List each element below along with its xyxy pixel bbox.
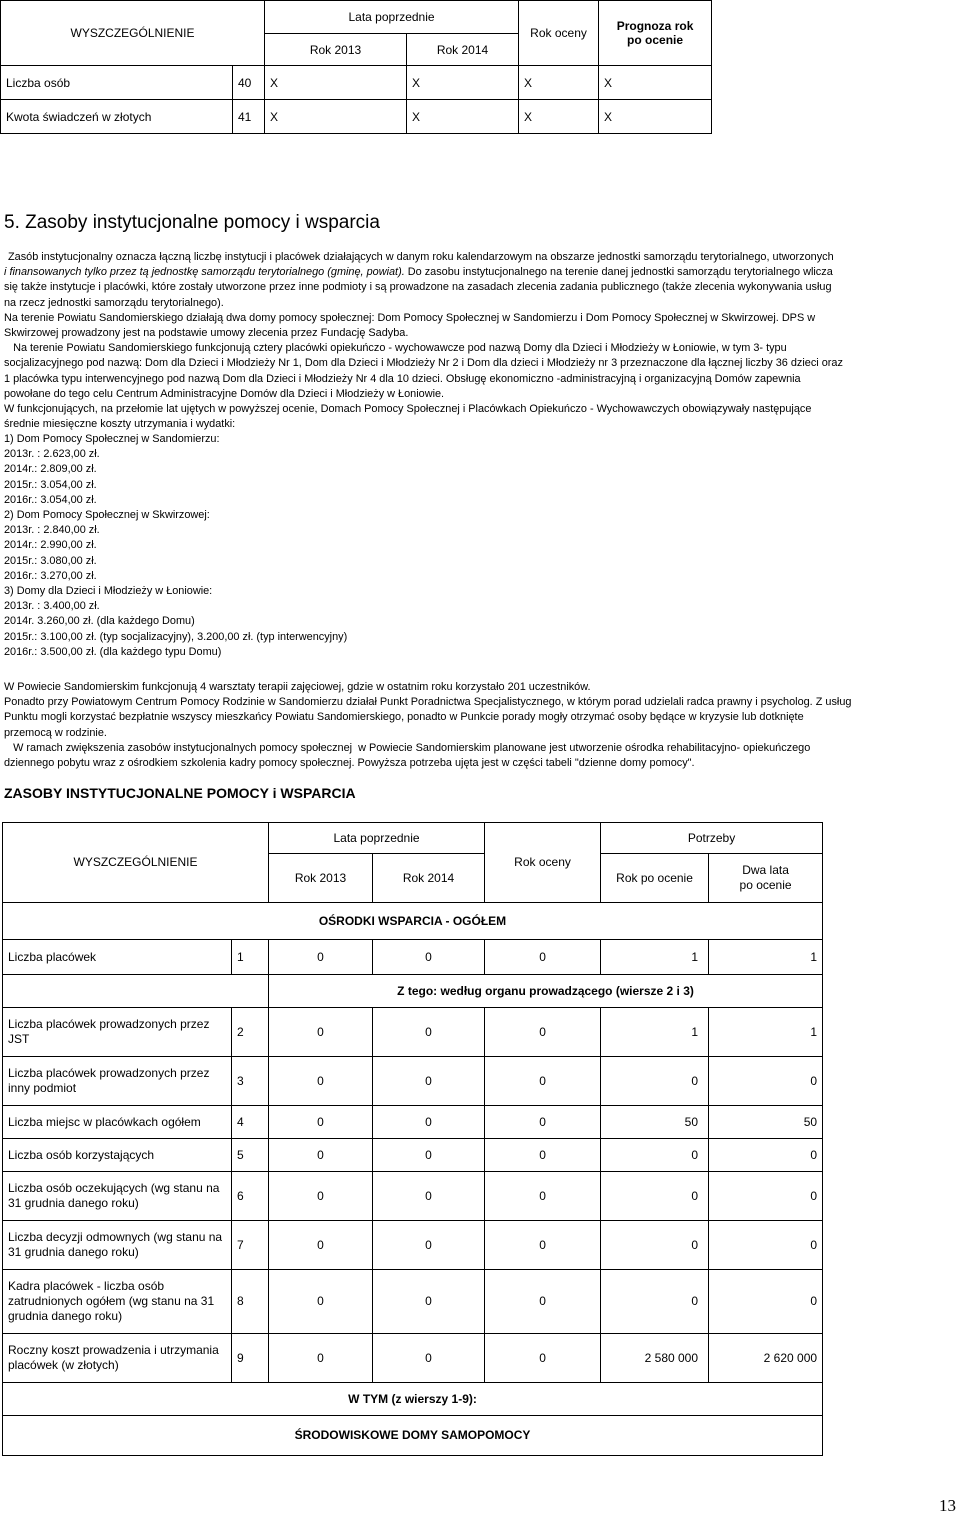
cell: 0	[269, 940, 373, 975]
text-line: na rzecz jednostki samorządu terytorialnego).	[4, 296, 224, 309]
table-row	[3, 1106, 823, 1139]
cell: 0	[601, 1172, 709, 1221]
header-rok-oceny: Rok oceny	[485, 823, 601, 903]
text-line: W funkcjonujących, na przełomie lat ujętych w powyższej ocenie, Domach Pomocy Społecznej i Placówkach Opiekuńczo - Wychowawczych obowiązywały następujące	[4, 403, 812, 416]
row-label: Liczba placówek	[3, 940, 232, 975]
cell: 0	[373, 1270, 485, 1334]
cell: 50	[601, 1106, 709, 1139]
row-number: 9	[232, 1334, 269, 1383]
cell: 0	[709, 1270, 823, 1334]
benefits-table	[0, 0, 712, 134]
spacer	[3, 975, 269, 1008]
list-item: 2013r. : 3.400,00 zł.	[4, 600, 100, 613]
list-item: 2014r. 3.260,00 zł. (dla każdego Domu)	[4, 615, 195, 628]
row-label: Liczba osób korzystających	[3, 1139, 232, 1172]
cell: 0	[269, 1334, 373, 1383]
text-line: Ponadto przy Powiatowym Centrum Pomocy Rodzinie w Sandomierzu działał Punkt Poradnictwa Specjalistycznego, w którym porad udzielali radca prawny i psycholog. Z usług	[4, 696, 852, 709]
cell: X	[519, 100, 599, 134]
cell: X	[599, 100, 712, 134]
header-prognoza	[599, 1, 712, 66]
band-srodowiskowe-domy: ŚRODOWISKOWE DOMY SAMOPOMOCY	[3, 1416, 823, 1456]
row-number: 6	[232, 1172, 269, 1221]
cell: 0	[269, 1172, 373, 1221]
table-row	[3, 1221, 823, 1270]
text-line: się także instytucje i placówki, które zostały utworzone przez inne podmioty i są prowadzone na zasadach zlecenia zadania publicznego (także zlecenia wykonywania usług	[4, 281, 832, 294]
row-number: 4	[232, 1106, 269, 1139]
text-line: 1 placówka typu interwencyjnego pod nazwą Dom dla Dzieci i Młodzieży Nr 4 dla 10 dzieci. Obsługę ekonomiczno -administracyjną i organizacyjną Domów zapewnia	[4, 372, 801, 385]
list-item: 2016r.: 3.054,00 zł.	[4, 493, 97, 506]
row-number: 2	[232, 1008, 269, 1057]
text: Do zasobu instytucjonalnego na terenie danej jednostki samorządu terytorialnego wlicza	[404, 266, 833, 279]
cell: 0	[373, 1139, 485, 1172]
list-item: 2) Dom Pomocy Społecznej w Skwirzowej:	[4, 509, 210, 522]
cell: 0	[709, 1172, 823, 1221]
cell: 0	[373, 1221, 485, 1270]
header-rok-2013: Rok 2013	[265, 34, 407, 66]
row-label: Liczba placówek prowadzonych przez JST	[3, 1008, 232, 1057]
section-title: 5. Zasoby instytucjonalne pomocy i wsparcia	[4, 212, 380, 233]
list-item: 3) Domy dla Dzieci i Młodzieży w Łoniowie:	[4, 585, 213, 598]
cell: 0	[269, 1221, 373, 1270]
table-row	[3, 940, 823, 975]
table-row	[3, 1008, 823, 1057]
row-number: 1	[232, 940, 269, 975]
cell: X	[407, 66, 519, 100]
list-item: 2015r.: 3.100,00 zł. (typ socjalizacyjny), 3.200,00 zł. (typ interwencyjny)	[4, 630, 348, 643]
cell: 0	[485, 1139, 601, 1172]
text-line: W ramach zwiększenia zasobów instytucjonalnych pomocy społecznej w Powiecie Sandomierskim planowane jest utworzenie ośrodka rehabilitacyjno- opiekuńczego	[4, 741, 811, 754]
table-row	[3, 1139, 823, 1172]
cell: X	[407, 100, 519, 134]
header-rok-2014: Rok 2014	[407, 34, 519, 66]
cell: 0	[601, 1221, 709, 1270]
cell: 0	[485, 1106, 601, 1139]
description-paragraph	[4, 250, 956, 432]
row-number: 40	[233, 66, 265, 100]
cell: X	[599, 66, 712, 100]
cell: 0	[601, 1270, 709, 1334]
list-item: 2014r.: 2.809,00 zł.	[4, 463, 97, 476]
cell: 0	[485, 1057, 601, 1106]
cell: 1	[601, 1008, 709, 1057]
cell: 0	[373, 1057, 485, 1106]
cell: 1	[601, 940, 709, 975]
row-label: Liczba osób oczekujących (wg stanu na 31 grudnia danego roku)	[3, 1172, 232, 1221]
row-label: Kadra placówek - liczba osób zatrudnionych ogółem (wg stanu na 31 grudnia danego roku)	[3, 1270, 232, 1334]
cell: 50	[709, 1106, 823, 1139]
cell: X	[265, 100, 407, 134]
cell: 0	[373, 1008, 485, 1057]
header-dwa-lata	[709, 854, 823, 903]
row-number: 8	[232, 1270, 269, 1334]
cell: 1	[709, 940, 823, 975]
header-wyszczegolnienie: WYSZCZEGÓLNIENIE	[1, 1, 265, 66]
row-label: Kwota świadczeń w złotych	[1, 100, 233, 134]
text-line: Na terenie Powiatu Sandomierskiego działają dwa domy pomocy społecznej: Dom Pomocy Społecznej w Sandomierzu i Dom Pomocy Społecznej w Skwirzowej. DPS w	[4, 311, 816, 324]
cell: 0	[269, 1008, 373, 1057]
text-line: Punktu mogli korzystać bezpłatnie wszyscy mieszkańcy Powiatu Sandomierskiego, ponadto w Punkcie porady mogły otrzymać osoby będące w kryzysie lub dotknięte	[4, 711, 804, 724]
text-line: powołane do tego celu Centrum Administracyjne Domów dla Dzieci i Młodzieży w Łoniowie.	[4, 387, 445, 400]
cell: X	[519, 66, 599, 100]
row-number: 41	[233, 100, 265, 134]
cell: 0	[373, 1106, 485, 1139]
row-label: Liczba osób	[1, 66, 233, 100]
text-line: Zasób instytucjonalny oznacza łączną liczbę instytucji i placówek działających w danym roku kalendarzowym na obszarze jednostki samorządu terytorialnego, utworzonych	[8, 251, 834, 263]
table-row	[1, 100, 712, 134]
page-number: 13	[939, 1496, 956, 1515]
band-osrodki-wsparcia: OŚRODKI WSPARCIA - OGÓŁEM	[3, 903, 823, 940]
cell: 0	[373, 1334, 485, 1383]
cell: 2 580 000	[601, 1334, 709, 1383]
list-item: 2015r.: 3.054,00 zł.	[4, 478, 97, 491]
text-line: socjalizacyjnego pod nazwą: Dom dla Dzieci i Młodzieży Nr 1, Dom dla Dzieci i Młodzieży Nr 2 i Dom dla dzieci i Młodzieży nr 3 przeznaczone dla łącznej liczby 36 dzieci oraz	[4, 357, 843, 370]
cell: 1	[709, 1008, 823, 1057]
cell: 0	[709, 1139, 823, 1172]
text-line: W Powiecie Sandomierskim funkcjonują 4 warsztaty terapii zajęciowej, gdzie w ostatnim roku korzystało 201 uczestników.	[4, 681, 591, 693]
cell: 0	[485, 1221, 601, 1270]
cell: 0	[269, 1057, 373, 1106]
summary-paragraph	[4, 680, 956, 771]
italic-text: i finansowanych tylko przez tą jednostkę samorządu terytorialnego (gminę, powiat).	[4, 266, 405, 279]
table-row	[1, 66, 712, 100]
cell: X	[265, 66, 407, 100]
cell: 0	[709, 1057, 823, 1106]
list-item: 1) Dom Pomocy Społecznej w Sandomierzu:	[4, 433, 220, 445]
table-row	[3, 1270, 823, 1334]
text-line: Na terenie Powiatu Sandomierskiego funkcjonują cztery placówki opiekuńczo - wychowawcze pod nazwą Domy dla Dzieci i Młodzieży w Łoniowie, w tym 3- typu	[4, 342, 787, 355]
band-w-tym: W TYM (z wierszy 1-9):	[3, 1383, 823, 1416]
cell: 0	[709, 1221, 823, 1270]
cell: 0	[485, 940, 601, 975]
header-lata-poprzednie: Lata poprzednie	[265, 1, 519, 34]
list-item: 2016r.: 3.270,00 zł.	[4, 569, 97, 582]
header-dwa-lata-line1: Dwa lata	[742, 863, 789, 877]
row-label: Roczny koszt prowadzenia i utrzymania placówek (w złotych)	[3, 1334, 232, 1383]
cell: 0	[269, 1106, 373, 1139]
list-item: 2013r. : 2.840,00 zł.	[4, 524, 100, 537]
row-number: 3	[232, 1057, 269, 1106]
cell: 0	[269, 1270, 373, 1334]
band-z-tego: Z tego: według organu prowadzącego (wiersze 2 i 3)	[269, 975, 823, 1008]
text-line: przemocą w rodzinie.	[4, 726, 107, 739]
header-wyszczegolnienie: WYSZCZEGÓLNIENIE	[3, 823, 269, 903]
table-row	[3, 1172, 823, 1221]
header-rok-po-ocenie: Rok po ocenie	[601, 854, 709, 903]
cell: 0	[601, 1057, 709, 1106]
header-potrzeby: Potrzeby	[601, 823, 823, 854]
table-row	[3, 1334, 823, 1383]
header-rok-oceny: Rok oceny	[519, 1, 599, 66]
list-item: 2016r.: 3.500,00 zł. (dla każdego typu Domu)	[4, 645, 222, 658]
cell: 0	[373, 940, 485, 975]
header-dwa-lata-line2: po ocenie	[739, 878, 792, 892]
list-item: 2013r. : 2.623,00 zł.	[4, 448, 100, 461]
cell: 0	[485, 1270, 601, 1334]
section2-title: ZASOBY INSTYTUCJONALNE POMOCY i WSPARCIA	[4, 785, 356, 801]
cell: 0	[485, 1172, 601, 1221]
cell: 2 620 000	[709, 1334, 823, 1383]
cell: 0	[373, 1172, 485, 1221]
row-label: Liczba miejsc w placówkach ogółem	[3, 1106, 232, 1139]
costs-list	[4, 432, 347, 660]
header-rok-2013: Rok 2013	[269, 854, 373, 903]
text-line: Skwirzowej prowadzony jest na podstawie umowy zlecenia przez Fundację Sadyba.	[4, 327, 409, 340]
row-label: Liczba placówek prowadzonych przez inny podmiot	[3, 1057, 232, 1106]
text-line: średnie miesięczne koszty utrzymania i wydatki:	[4, 418, 236, 431]
header-lata-poprzednie: Lata poprzednie	[269, 823, 485, 854]
text-line	[4, 265, 956, 280]
list-item: 2015r.: 3.080,00 zł.	[4, 554, 97, 567]
header-rok-2014: Rok 2014	[373, 854, 485, 903]
cell: 0	[485, 1008, 601, 1057]
cell: 0	[485, 1334, 601, 1383]
row-number: 7	[232, 1221, 269, 1270]
text-line: dziennego pobytu wraz z ośrodkiem szkolenia kadry pomocy społecznej. Powyższa potrzeba ujęta jest w części tabeli "dzienne domy pomocy".	[4, 757, 695, 770]
row-number: 5	[232, 1139, 269, 1172]
header-prognoza-line2: po ocenie	[627, 33, 684, 47]
row-label: Liczba decyzji odmownych (wg stanu na 31 grudnia danego roku)	[3, 1221, 232, 1270]
header-prognoza-line1: Prognoza rok	[616, 19, 694, 33]
resources-table	[2, 822, 823, 1456]
cell: 0	[601, 1139, 709, 1172]
table-row	[3, 1057, 823, 1106]
list-item: 2014r.: 2.990,00 zł.	[4, 539, 97, 552]
cell: 0	[269, 1139, 373, 1172]
